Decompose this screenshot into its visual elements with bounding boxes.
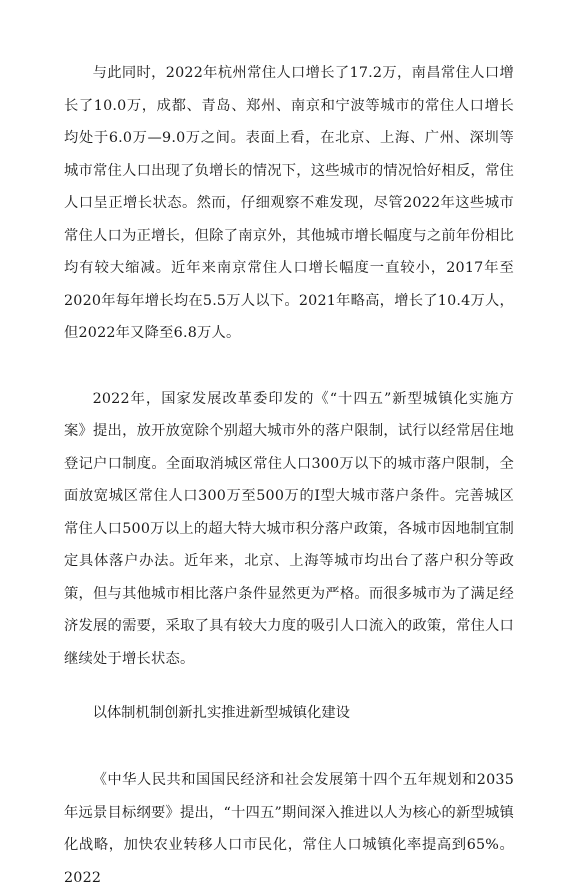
paragraph-population-growth: 与此同时，2022年杭州常住人口增长了17.2万，南昌常住人口增长了10.0万，成都、青岛、郑州、南京和宁波等城市的常住人口增长均处于6.0万—9.0万之间。表面上看，在北京、上海、广州、深圳等城市常住人口出现了负增长的情况下，这些城市的情况恰好相反，常住人口呈正增长状态。然而，仔细观察不难发现，尽管2022年这些城市常住人口为正增长，但除了南京外，其他城市增长幅度与之前年份相比均有较大缩减。近年来南京常住人口增长幅度一直较小，2017年至2020年每年增长均在5.5万人以下。2021年略高，增长了10.4万人，但2022年又降至6.8万人。 xyxy=(64,65,514,341)
document-page xyxy=(64,57,514,894)
paragraph-urbanization-plan: 《中华人民共和国国民经济和社会发展第十四个五年规划和2035年远景目标纲要》提出，“十四五”期间深入推进以人为核心的新型城镇化战略，加快农业转移人口市民化，常住人口城镇化率提高到65%。2022 xyxy=(64,772,514,886)
paragraph-spacer xyxy=(64,350,514,383)
paragraph-spacer xyxy=(64,675,514,699)
paragraph-hukou-policy: 2022年，国家发展改革委印发的《“十四五”新型城镇化实施方案》提出，放开放宽除个别超大城市外的落户限制，试行以经常居住地登记户口制度。全面取消城区常住人口300万以下的城市落户限制，全面放宽城区常住人口300万至500万的Ⅰ型大城市落户条件。完善城区常住人口500万以上的超大特大城市积分落户政策，各城市因地制宜制定具体落户办法。近年来，北京、上海等城市均出台了落户积分等政策，但与其他城市相比落户条件显然更为严格。而很多城市为了满足经济发展的需要，采取了具有较大力度的吸引人口流入的政策，常住人口继续处于增长状态。 xyxy=(64,390,514,667)
section-heading: 以体制机制创新扎实推进新型城镇化建设 xyxy=(92,705,350,721)
paragraph-spacer xyxy=(64,727,514,764)
